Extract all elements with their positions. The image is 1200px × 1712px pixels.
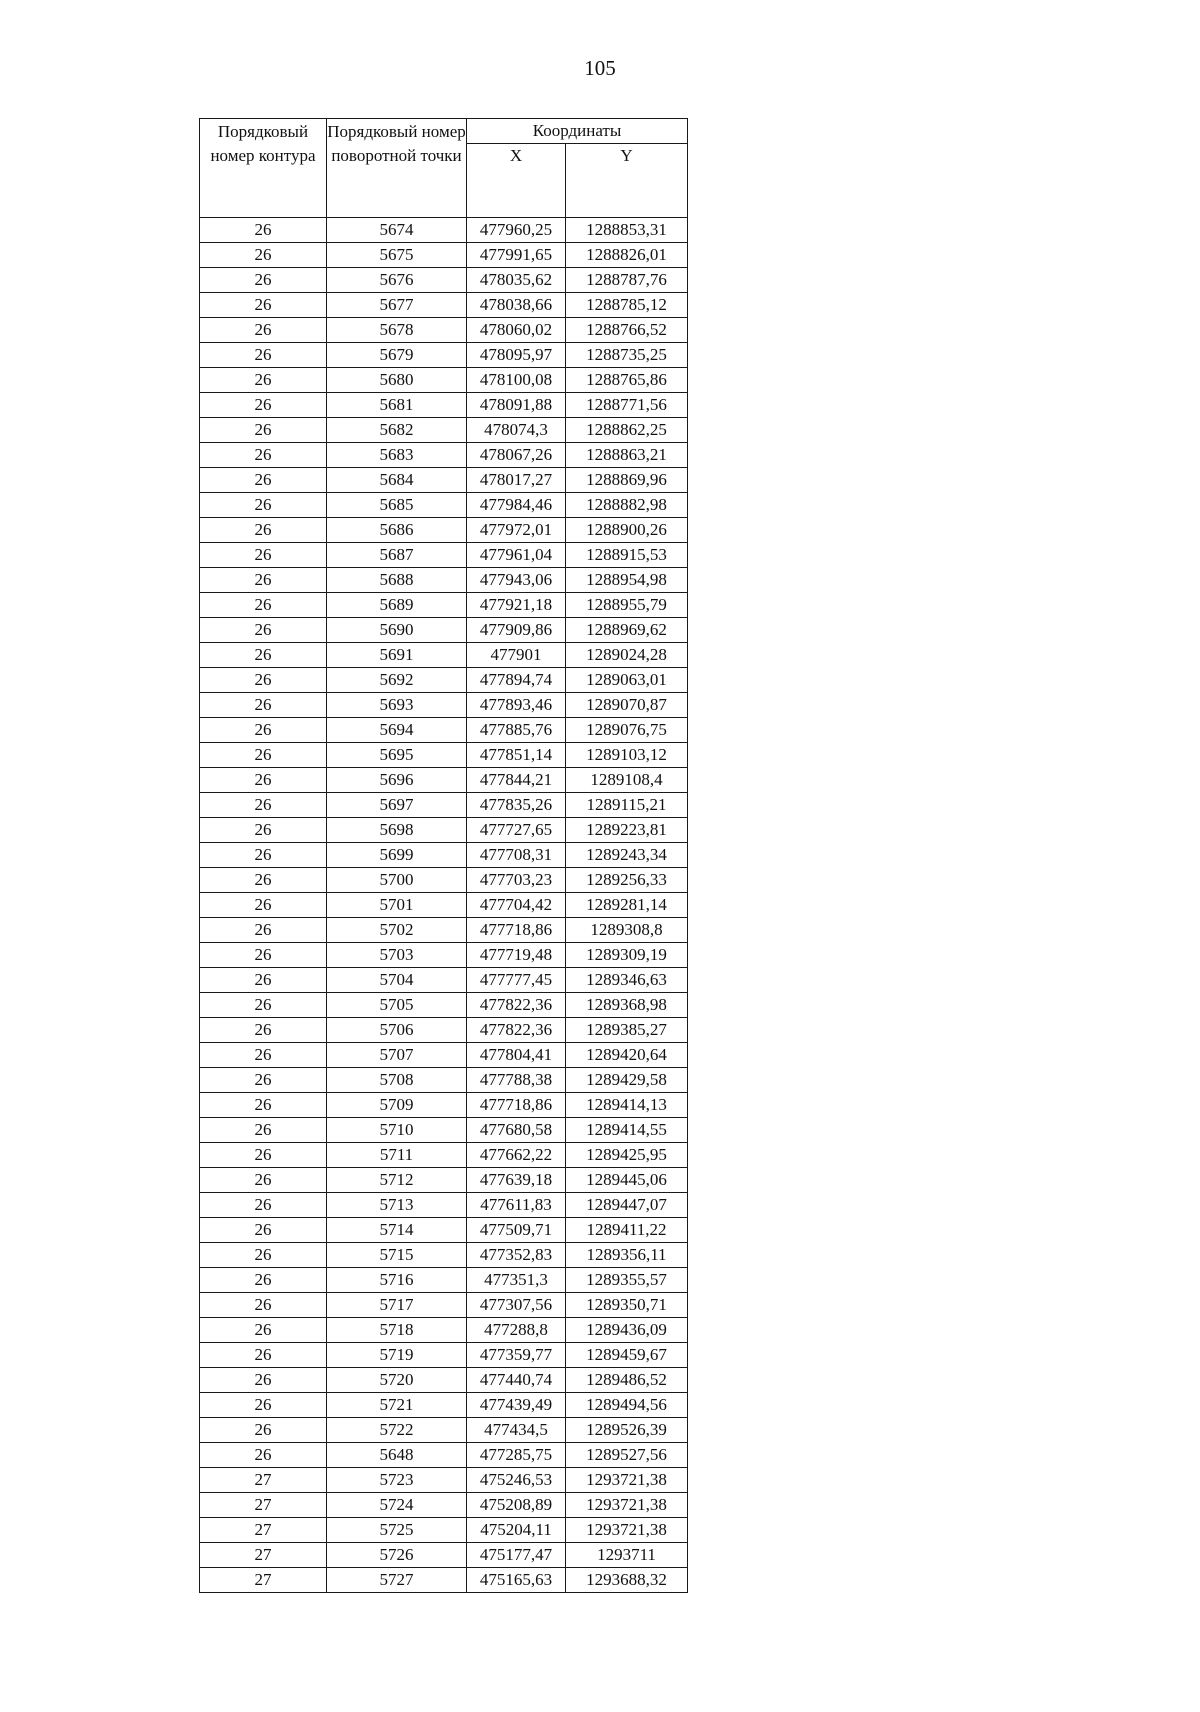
- cell-x: 477434,5: [467, 1418, 566, 1443]
- cell-x: 477351,3: [467, 1268, 566, 1293]
- cell-point-number: 5723: [327, 1468, 467, 1493]
- cell-contour-number: 27: [200, 1568, 327, 1593]
- cell-y: 1288882,98: [566, 493, 688, 518]
- cell-point-number: 5708: [327, 1068, 467, 1093]
- cell-y: 1289063,01: [566, 668, 688, 693]
- cell-point-number: 5699: [327, 843, 467, 868]
- table-row: [200, 968, 688, 993]
- cell-contour-number: 27: [200, 1543, 327, 1568]
- cell-point-number: 5698: [327, 818, 467, 843]
- cell-y: 1289070,87: [566, 693, 688, 718]
- cell-y: 1288863,21: [566, 443, 688, 468]
- table-row: [200, 1218, 688, 1243]
- cell-y: 1288735,25: [566, 343, 688, 368]
- table-row: [200, 668, 688, 693]
- cell-y: 1289346,63: [566, 968, 688, 993]
- table-row: [200, 1243, 688, 1268]
- cell-contour-number: 26: [200, 568, 327, 593]
- cell-contour-number: 26: [200, 1093, 327, 1118]
- cell-contour-number: 26: [200, 268, 327, 293]
- table-row: [200, 743, 688, 768]
- cell-y: 1293721,38: [566, 1468, 688, 1493]
- cell-point-number: 5726: [327, 1543, 467, 1568]
- cell-point-number: 5678: [327, 318, 467, 343]
- table-row: [200, 293, 688, 318]
- cell-y: 1289223,81: [566, 818, 688, 843]
- cell-point-number: 5727: [327, 1568, 467, 1593]
- cell-point-number: 5684: [327, 468, 467, 493]
- cell-x: 477718,86: [467, 918, 566, 943]
- cell-contour-number: 26: [200, 943, 327, 968]
- table-row: [200, 1193, 688, 1218]
- table-row: [200, 1143, 688, 1168]
- table-row: [200, 1268, 688, 1293]
- cell-y: 1289356,11: [566, 1243, 688, 1268]
- cell-y: 1289447,07: [566, 1193, 688, 1218]
- cell-point-number: 5679: [327, 343, 467, 368]
- table-row: [200, 318, 688, 343]
- cell-x: 477835,26: [467, 793, 566, 818]
- cell-x: 477727,65: [467, 818, 566, 843]
- cell-x: 477611,83: [467, 1193, 566, 1218]
- cell-x: 477972,01: [467, 518, 566, 543]
- cell-contour-number: 26: [200, 518, 327, 543]
- cell-y: 1289355,57: [566, 1268, 688, 1293]
- cell-contour-number: 26: [200, 593, 327, 618]
- cell-point-number: 5687: [327, 543, 467, 568]
- cell-contour-number: 26: [200, 618, 327, 643]
- table-row: [200, 1543, 688, 1568]
- cell-x: 477662,22: [467, 1143, 566, 1168]
- table-row: [200, 1318, 688, 1343]
- cell-x: 477822,36: [467, 1018, 566, 1043]
- cell-point-number: 5694: [327, 718, 467, 743]
- table-row: [200, 1068, 688, 1093]
- cell-y: 1289243,34: [566, 843, 688, 868]
- cell-y: 1289076,75: [566, 718, 688, 743]
- table-row: [200, 418, 688, 443]
- cell-x: 477639,18: [467, 1168, 566, 1193]
- cell-x: 477804,41: [467, 1043, 566, 1068]
- table-row: [200, 368, 688, 393]
- table-row: [200, 493, 688, 518]
- cell-point-number: 5696: [327, 768, 467, 793]
- cell-x: 477851,14: [467, 743, 566, 768]
- cell-y: 1289108,4: [566, 768, 688, 793]
- cell-contour-number: 26: [200, 493, 327, 518]
- cell-point-number: 5682: [327, 418, 467, 443]
- cell-point-number: 5686: [327, 518, 467, 543]
- table-row: [200, 768, 688, 793]
- cell-point-number: 5695: [327, 743, 467, 768]
- cell-y: 1293711: [566, 1543, 688, 1568]
- cell-y: 1289414,55: [566, 1118, 688, 1143]
- cell-y: 1288853,31: [566, 218, 688, 243]
- table-row: [200, 568, 688, 593]
- cell-point-number: 5704: [327, 968, 467, 993]
- cell-x: 477719,48: [467, 943, 566, 968]
- cell-y: 1289115,21: [566, 793, 688, 818]
- table-row: [200, 918, 688, 943]
- cell-y: 1289350,71: [566, 1293, 688, 1318]
- cell-point-number: 5725: [327, 1518, 467, 1543]
- cell-point-number: 5722: [327, 1418, 467, 1443]
- cell-point-number: 5705: [327, 993, 467, 1018]
- cell-x: 477885,76: [467, 718, 566, 743]
- cell-x: 477961,04: [467, 543, 566, 568]
- cell-contour-number: 26: [200, 1293, 327, 1318]
- cell-x: 477960,25: [467, 218, 566, 243]
- cell-point-number: 5717: [327, 1293, 467, 1318]
- cell-y: 1288785,12: [566, 293, 688, 318]
- cell-y: 1288766,52: [566, 318, 688, 343]
- cell-x: 475165,63: [467, 1568, 566, 1593]
- cell-x: 477943,06: [467, 568, 566, 593]
- cell-contour-number: 26: [200, 218, 327, 243]
- cell-point-number: 5715: [327, 1243, 467, 1268]
- cell-x: 478038,66: [467, 293, 566, 318]
- table-header: [200, 119, 688, 218]
- cell-y: 1289526,39: [566, 1418, 688, 1443]
- table-row: [200, 393, 688, 418]
- cell-contour-number: 26: [200, 693, 327, 718]
- table-row: [200, 818, 688, 843]
- cell-x: 477901: [467, 643, 566, 668]
- coordinates-table: [199, 118, 688, 1593]
- cell-y: 1289414,13: [566, 1093, 688, 1118]
- cell-contour-number: 26: [200, 418, 327, 443]
- table-row: [200, 268, 688, 293]
- table-row: [200, 543, 688, 568]
- cell-point-number: 5675: [327, 243, 467, 268]
- cell-x: 478074,3: [467, 418, 566, 443]
- cell-contour-number: 26: [200, 368, 327, 393]
- cell-x: 478100,08: [467, 368, 566, 393]
- cell-point-number: 5718: [327, 1318, 467, 1343]
- cell-contour-number: 26: [200, 1393, 327, 1418]
- cell-x: 477680,58: [467, 1118, 566, 1143]
- cell-contour-number: 26: [200, 1218, 327, 1243]
- table-row: [200, 443, 688, 468]
- cell-x: 477285,75: [467, 1443, 566, 1468]
- cell-y: 1289256,33: [566, 868, 688, 893]
- table-row: [200, 1393, 688, 1418]
- cell-x: 478017,27: [467, 468, 566, 493]
- cell-point-number: 5720: [327, 1368, 467, 1393]
- table-row: [200, 1118, 688, 1143]
- cell-point-number: 5706: [327, 1018, 467, 1043]
- cell-y: 1289486,52: [566, 1368, 688, 1393]
- cell-point-number: 5716: [327, 1268, 467, 1293]
- cell-contour-number: 26: [200, 1418, 327, 1443]
- cell-y: 1288969,62: [566, 618, 688, 643]
- cell-y: 1289527,56: [566, 1443, 688, 1468]
- cell-y: 1289436,09: [566, 1318, 688, 1343]
- cell-y: 1289459,67: [566, 1343, 688, 1368]
- cell-x: 478067,26: [467, 443, 566, 468]
- cell-contour-number: 26: [200, 1043, 327, 1068]
- cell-point-number: 5688: [327, 568, 467, 593]
- cell-x: 477921,18: [467, 593, 566, 618]
- cell-contour-number: 26: [200, 1018, 327, 1043]
- cell-x: 475177,47: [467, 1543, 566, 1568]
- cell-y: 1288862,25: [566, 418, 688, 443]
- cell-contour-number: 26: [200, 1268, 327, 1293]
- cell-contour-number: 26: [200, 793, 327, 818]
- header-point-number: Порядковый номер поворотной точки: [327, 119, 467, 218]
- cell-contour-number: 26: [200, 718, 327, 743]
- cell-y: 1289385,27: [566, 1018, 688, 1043]
- cell-y: 1288765,86: [566, 368, 688, 393]
- table-row: [200, 943, 688, 968]
- cell-x: 475204,11: [467, 1518, 566, 1543]
- cell-y: 1289024,28: [566, 643, 688, 668]
- table-row: [200, 218, 688, 243]
- table-row: [200, 593, 688, 618]
- cell-x: 477708,31: [467, 843, 566, 868]
- cell-contour-number: 26: [200, 1343, 327, 1368]
- cell-contour-number: 26: [200, 468, 327, 493]
- cell-point-number: 5721: [327, 1393, 467, 1418]
- cell-contour-number: 27: [200, 1468, 327, 1493]
- cell-contour-number: 26: [200, 818, 327, 843]
- cell-contour-number: 26: [200, 243, 327, 268]
- table-row: [200, 1568, 688, 1593]
- table-row: [200, 1418, 688, 1443]
- cell-y: 1289429,58: [566, 1068, 688, 1093]
- cell-point-number: 5648: [327, 1443, 467, 1468]
- cell-contour-number: 26: [200, 1068, 327, 1093]
- cell-point-number: 5683: [327, 443, 467, 468]
- cell-y: 1288869,96: [566, 468, 688, 493]
- cell-contour-number: 26: [200, 868, 327, 893]
- cell-point-number: 5691: [327, 643, 467, 668]
- cell-contour-number: 26: [200, 393, 327, 418]
- cell-contour-number: 27: [200, 1493, 327, 1518]
- cell-point-number: 5692: [327, 668, 467, 693]
- cell-point-number: 5707: [327, 1043, 467, 1068]
- cell-contour-number: 26: [200, 1118, 327, 1143]
- cell-x: 478095,97: [467, 343, 566, 368]
- cell-x: 477704,42: [467, 893, 566, 918]
- cell-y: 1289103,12: [566, 743, 688, 768]
- cell-point-number: 5674: [327, 218, 467, 243]
- cell-y: 1293721,38: [566, 1493, 688, 1518]
- table-body: [200, 218, 688, 1593]
- cell-point-number: 5712: [327, 1168, 467, 1193]
- cell-y: 1288954,98: [566, 568, 688, 593]
- cell-point-number: 5703: [327, 943, 467, 968]
- cell-contour-number: 26: [200, 1443, 327, 1468]
- cell-point-number: 5697: [327, 793, 467, 818]
- cell-y: 1289425,95: [566, 1143, 688, 1168]
- table-row: [200, 893, 688, 918]
- cell-y: 1289445,06: [566, 1168, 688, 1193]
- cell-contour-number: 26: [200, 1143, 327, 1168]
- cell-contour-number: 26: [200, 318, 327, 343]
- cell-point-number: 5677: [327, 293, 467, 318]
- cell-y: 1288955,79: [566, 593, 688, 618]
- cell-x: 477909,86: [467, 618, 566, 643]
- table-row: [200, 1018, 688, 1043]
- cell-contour-number: 26: [200, 843, 327, 868]
- table-row: [200, 1368, 688, 1393]
- cell-point-number: 5700: [327, 868, 467, 893]
- cell-point-number: 5689: [327, 593, 467, 618]
- table-row: [200, 1468, 688, 1493]
- cell-y: 1288771,56: [566, 393, 688, 418]
- cell-contour-number: 26: [200, 343, 327, 368]
- cell-contour-number: 26: [200, 918, 327, 943]
- table-row: [200, 518, 688, 543]
- table-row: [200, 868, 688, 893]
- table-row: [200, 1293, 688, 1318]
- table-row: [200, 843, 688, 868]
- table-row: [200, 1443, 688, 1468]
- table-row: [200, 618, 688, 643]
- cell-contour-number: 27: [200, 1518, 327, 1543]
- cell-point-number: 5676: [327, 268, 467, 293]
- header-y: Y: [566, 144, 688, 218]
- header-x: X: [467, 144, 566, 218]
- cell-point-number: 5702: [327, 918, 467, 943]
- cell-y: 1289420,64: [566, 1043, 688, 1068]
- cell-x: 477788,38: [467, 1068, 566, 1093]
- cell-x: 477509,71: [467, 1218, 566, 1243]
- cell-x: 477439,49: [467, 1393, 566, 1418]
- cell-contour-number: 26: [200, 893, 327, 918]
- cell-y: 1289494,56: [566, 1393, 688, 1418]
- cell-x: 475208,89: [467, 1493, 566, 1518]
- table-row: [200, 1343, 688, 1368]
- cell-y: 1288787,76: [566, 268, 688, 293]
- cell-x: 477288,8: [467, 1318, 566, 1343]
- cell-point-number: 5685: [327, 493, 467, 518]
- cell-y: 1293688,32: [566, 1568, 688, 1593]
- cell-point-number: 5680: [327, 368, 467, 393]
- cell-contour-number: 26: [200, 643, 327, 668]
- cell-contour-number: 26: [200, 1318, 327, 1343]
- table-row: [200, 1043, 688, 1068]
- page-number: 105: [584, 56, 616, 80]
- header-contour-number: Порядковый номер контура: [200, 119, 327, 218]
- cell-contour-number: 26: [200, 543, 327, 568]
- cell-contour-number: 26: [200, 668, 327, 693]
- table-row: [200, 243, 688, 268]
- cell-x: 477718,86: [467, 1093, 566, 1118]
- cell-point-number: 5701: [327, 893, 467, 918]
- table-row: [200, 1518, 688, 1543]
- cell-x: 477822,36: [467, 993, 566, 1018]
- table-row: [200, 1168, 688, 1193]
- cell-y: 1288900,26: [566, 518, 688, 543]
- table-row: [200, 643, 688, 668]
- cell-point-number: 5714: [327, 1218, 467, 1243]
- table-row: [200, 1093, 688, 1118]
- cell-x: 477703,23: [467, 868, 566, 893]
- table-row: [200, 693, 688, 718]
- table-row: [200, 343, 688, 368]
- cell-point-number: 5719: [327, 1343, 467, 1368]
- table-row: [200, 1493, 688, 1518]
- cell-point-number: 5724: [327, 1493, 467, 1518]
- cell-x: 477893,46: [467, 693, 566, 718]
- cell-x: 478091,88: [467, 393, 566, 418]
- cell-x: 477984,46: [467, 493, 566, 518]
- cell-contour-number: 26: [200, 993, 327, 1018]
- cell-y: 1289368,98: [566, 993, 688, 1018]
- header-coordinates: Координаты: [467, 119, 688, 144]
- cell-x: 477352,83: [467, 1243, 566, 1268]
- table-row: [200, 993, 688, 1018]
- cell-contour-number: 26: [200, 743, 327, 768]
- cell-y: 1293721,38: [566, 1518, 688, 1543]
- cell-point-number: 5681: [327, 393, 467, 418]
- cell-x: 477359,77: [467, 1343, 566, 1368]
- table-row: [200, 793, 688, 818]
- cell-point-number: 5710: [327, 1118, 467, 1143]
- cell-x: 477844,21: [467, 768, 566, 793]
- cell-x: 477991,65: [467, 243, 566, 268]
- cell-contour-number: 26: [200, 1243, 327, 1268]
- cell-x: 478060,02: [467, 318, 566, 343]
- cell-contour-number: 26: [200, 293, 327, 318]
- table-row: [200, 718, 688, 743]
- cell-y: 1289281,14: [566, 893, 688, 918]
- cell-y: 1289309,19: [566, 943, 688, 968]
- cell-y: 1288826,01: [566, 243, 688, 268]
- cell-y: 1288915,53: [566, 543, 688, 568]
- cell-contour-number: 26: [200, 443, 327, 468]
- cell-contour-number: 26: [200, 1368, 327, 1393]
- cell-point-number: 5711: [327, 1143, 467, 1168]
- cell-x: 478035,62: [467, 268, 566, 293]
- cell-point-number: 5709: [327, 1093, 467, 1118]
- cell-point-number: 5690: [327, 618, 467, 643]
- cell-point-number: 5713: [327, 1193, 467, 1218]
- cell-contour-number: 26: [200, 1168, 327, 1193]
- cell-contour-number: 26: [200, 968, 327, 993]
- cell-point-number: 5693: [327, 693, 467, 718]
- table-row: [200, 468, 688, 493]
- cell-x: 477307,56: [467, 1293, 566, 1318]
- cell-y: 1289308,8: [566, 918, 688, 943]
- cell-y: 1289411,22: [566, 1218, 688, 1243]
- cell-contour-number: 26: [200, 768, 327, 793]
- cell-x: 477894,74: [467, 668, 566, 693]
- cell-contour-number: 26: [200, 1193, 327, 1218]
- cell-x: 477777,45: [467, 968, 566, 993]
- cell-x: 475246,53: [467, 1468, 566, 1493]
- cell-x: 477440,74: [467, 1368, 566, 1393]
